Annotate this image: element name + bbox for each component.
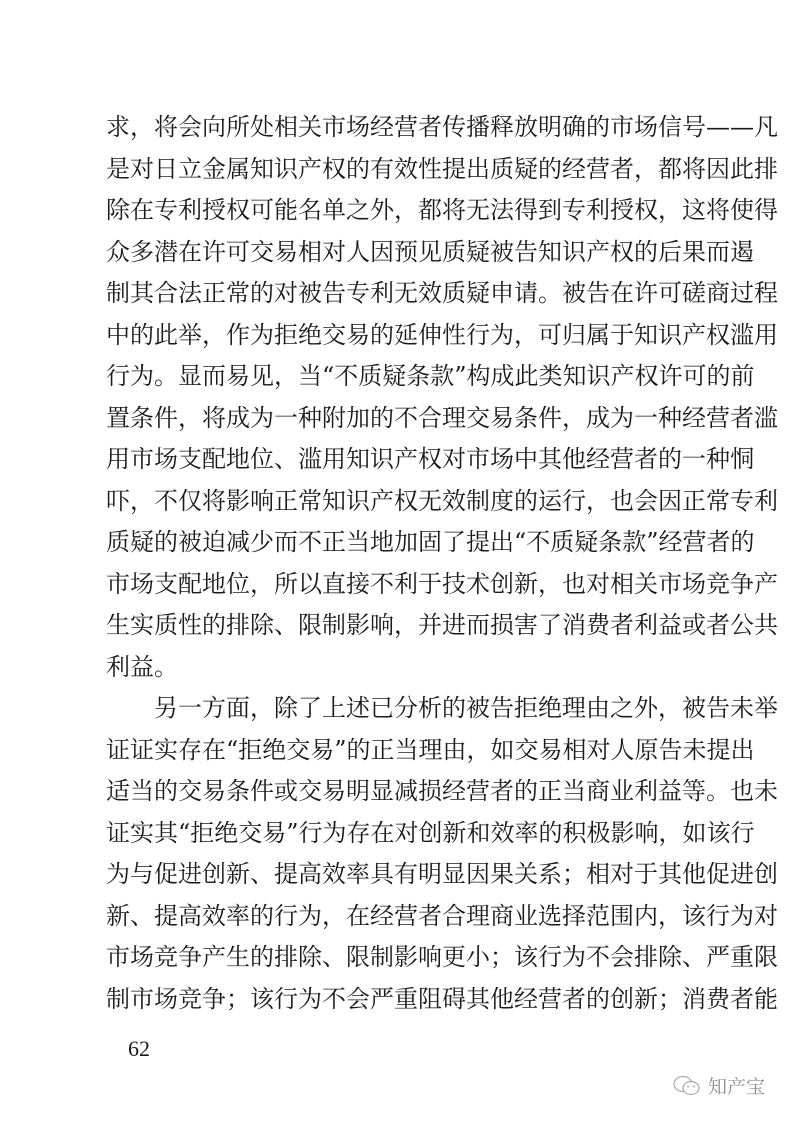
page-number: 62	[128, 1036, 150, 1061]
watermark	[672, 1072, 765, 1099]
text-line: 吓，不仅将影响正常知识产权无效制度的运行，也会因正常专利	[106, 486, 778, 515]
text-line: 新、提高效率的行为，在经营者合理商业选择范围内，该行为对	[106, 901, 778, 930]
text-line: 市场竞争产生的排除、限制影响更小；该行为不会排除、严重限	[106, 943, 778, 971]
text-line: 适当的交易条件或交易明显减损经营者的正当商业利益等。也未	[106, 777, 778, 805]
text-line: 除在专利授权可能名单之外，都将无法得到专利授权，这将使得	[106, 196, 778, 224]
text-line: 质疑的被迫减少而不正当地加固了提出“不质疑条款”经营者的	[106, 528, 755, 556]
text-line: 生实质性的排除、限制影响，并进而损害了消费者利益或者公共	[106, 611, 778, 639]
text-line: 中的此举，作为拒绝交易的延伸性行为，可归属于知识产权滥用	[106, 320, 778, 349]
paragraph	[106, 107, 778, 688]
text-line: 制其合法正常的对被告专利无效质疑申请。被告在许可磋商过程	[106, 279, 778, 307]
text-line: 是对日立金属知识产权的有效性提出质疑的经营者，都将因此排	[106, 154, 778, 183]
text-line: 用市场支配地位、滥用知识产权对市场中其他经营者的一种恫	[106, 445, 754, 473]
text-line: 行为。显而易见，当“不质疑条款”构成此类知识产权许可的前	[106, 362, 755, 390]
text-line: 求，将会向所处相关市场经营者传播释放明确的市场信号——凡	[106, 113, 778, 141]
wechat-icon	[672, 1074, 702, 1098]
text-line: 另一方面，除了上述已分析的被告拒绝理由之外，被告未举	[154, 694, 778, 722]
text-line: 市场支配地位，所以直接不利于技术创新，也对相关市场竞争产	[106, 569, 778, 598]
text-line: 证实其“拒绝交易”行为存在对创新和效率的积极影响，如该行	[106, 818, 755, 847]
text-line: 为与促进创新、提高效率具有明显因果关系；相对于其他促进创	[106, 860, 778, 888]
text-line: 置条件，将成为一种附加的不合理交易条件，成为一种经营者滥	[106, 403, 778, 432]
document-body	[106, 107, 778, 1020]
paragraph	[106, 688, 778, 1020]
text-line: 众多潜在许可交易相对人因预见质疑被告知识产权的后果而遏	[106, 237, 754, 266]
text-line: 证证实存在“拒绝交易”的正当理由，如交易相对人原告未提出	[106, 735, 755, 764]
text-line: 利益。	[106, 652, 178, 681]
watermark-text: 知产宝	[708, 1076, 766, 1098]
text-line: 制市场竞争；该行为不会严重阻碍其他经营者的创新；消费者能	[106, 984, 778, 1013]
